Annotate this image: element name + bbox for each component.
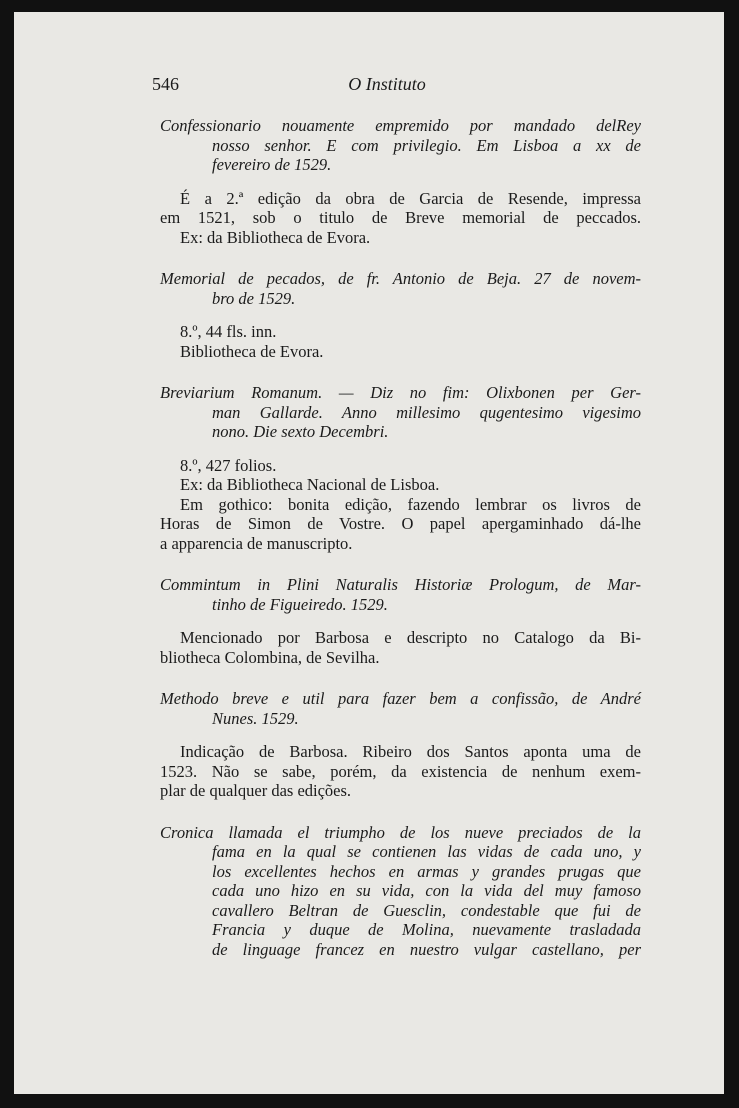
bibliography-entry [160, 116, 641, 247]
entry-title: Methodo breve e util para fazer bem a confissão, de André Nunes. 1529. [160, 689, 641, 728]
entry-title: Breviarium Romanum. — Diz no fim: Olixbonen per Ger- man Gallarde. Anno millesimo qugentesimo vigesimo nono. Die sexto Decembri. [160, 383, 641, 441]
bibliography-entry [160, 689, 641, 801]
entry-title: Commintum in Plini Naturalis Historiæ Prologum, de Mar- tinho de Figueiredo. 1529. [160, 575, 641, 614]
entry-title: Confessionario nouamente empremido por mandado delRey nosso senhor. E com privilegio. Em Lisboa a xx de fevereiro de 1529. [160, 116, 641, 174]
page-header [152, 74, 622, 100]
entry-title: Cronica llamada el triumpho de los nueve preciados de la fama en la qual se contienen las vidas de cada uno, y los excellentes hechos en armas y grandes prugas que cada uno hizo en su vida, con la vida del muy famoso cavallero Beltran de Guesclin, condestable que fui de Francia y duque de Molina, nuevamente trasladada de linguage francez en nuestro vulgar castellano, per [160, 822, 641, 959]
entry-note: Indicação de Barbosa. Ribeiro dos Santos aponta uma de 1523. Não se sabe, porém, da existencia de nenhum exem- plar de qualquer das edições. [160, 742, 641, 800]
entry-note: 8.º, 427 folios. Ex: da Bibliotheca Nacional de Lisboa. Em gothico: bonita edição, fazendo lembrar os livros de Horas de Simon de Vostre. O papel apergaminhado dá-lhe a apparencia de manuscripto. [160, 455, 641, 553]
page-content [160, 116, 641, 959]
running-title: O Instituto [348, 74, 426, 94]
bibliography-entry [160, 823, 641, 960]
entry-note: 8.º, 44 fls. inn. Bibliotheca de Evora. [180, 322, 324, 361]
entry-note: É a 2.ª edição da obra de Garcia de Resende, impressa em 1521, sob o titulo de Breve memorial de peccados. Ex: da Bibliotheca de Evora. [160, 188, 641, 247]
page-number: 546 [152, 74, 179, 94]
bibliography-entry [160, 575, 641, 667]
bibliography-entry [160, 383, 641, 553]
entry-title: Memorial de pecados, de fr. Antonio de Beja. 27 de novem- bro de 1529. [160, 269, 641, 308]
bibliography-entry [160, 269, 641, 361]
book-page [14, 12, 724, 1094]
entry-note: Mencionado por Barbosa e descripto no Catalogo da Bi- bliotheca Colombina, de Sevilha. [160, 628, 641, 667]
